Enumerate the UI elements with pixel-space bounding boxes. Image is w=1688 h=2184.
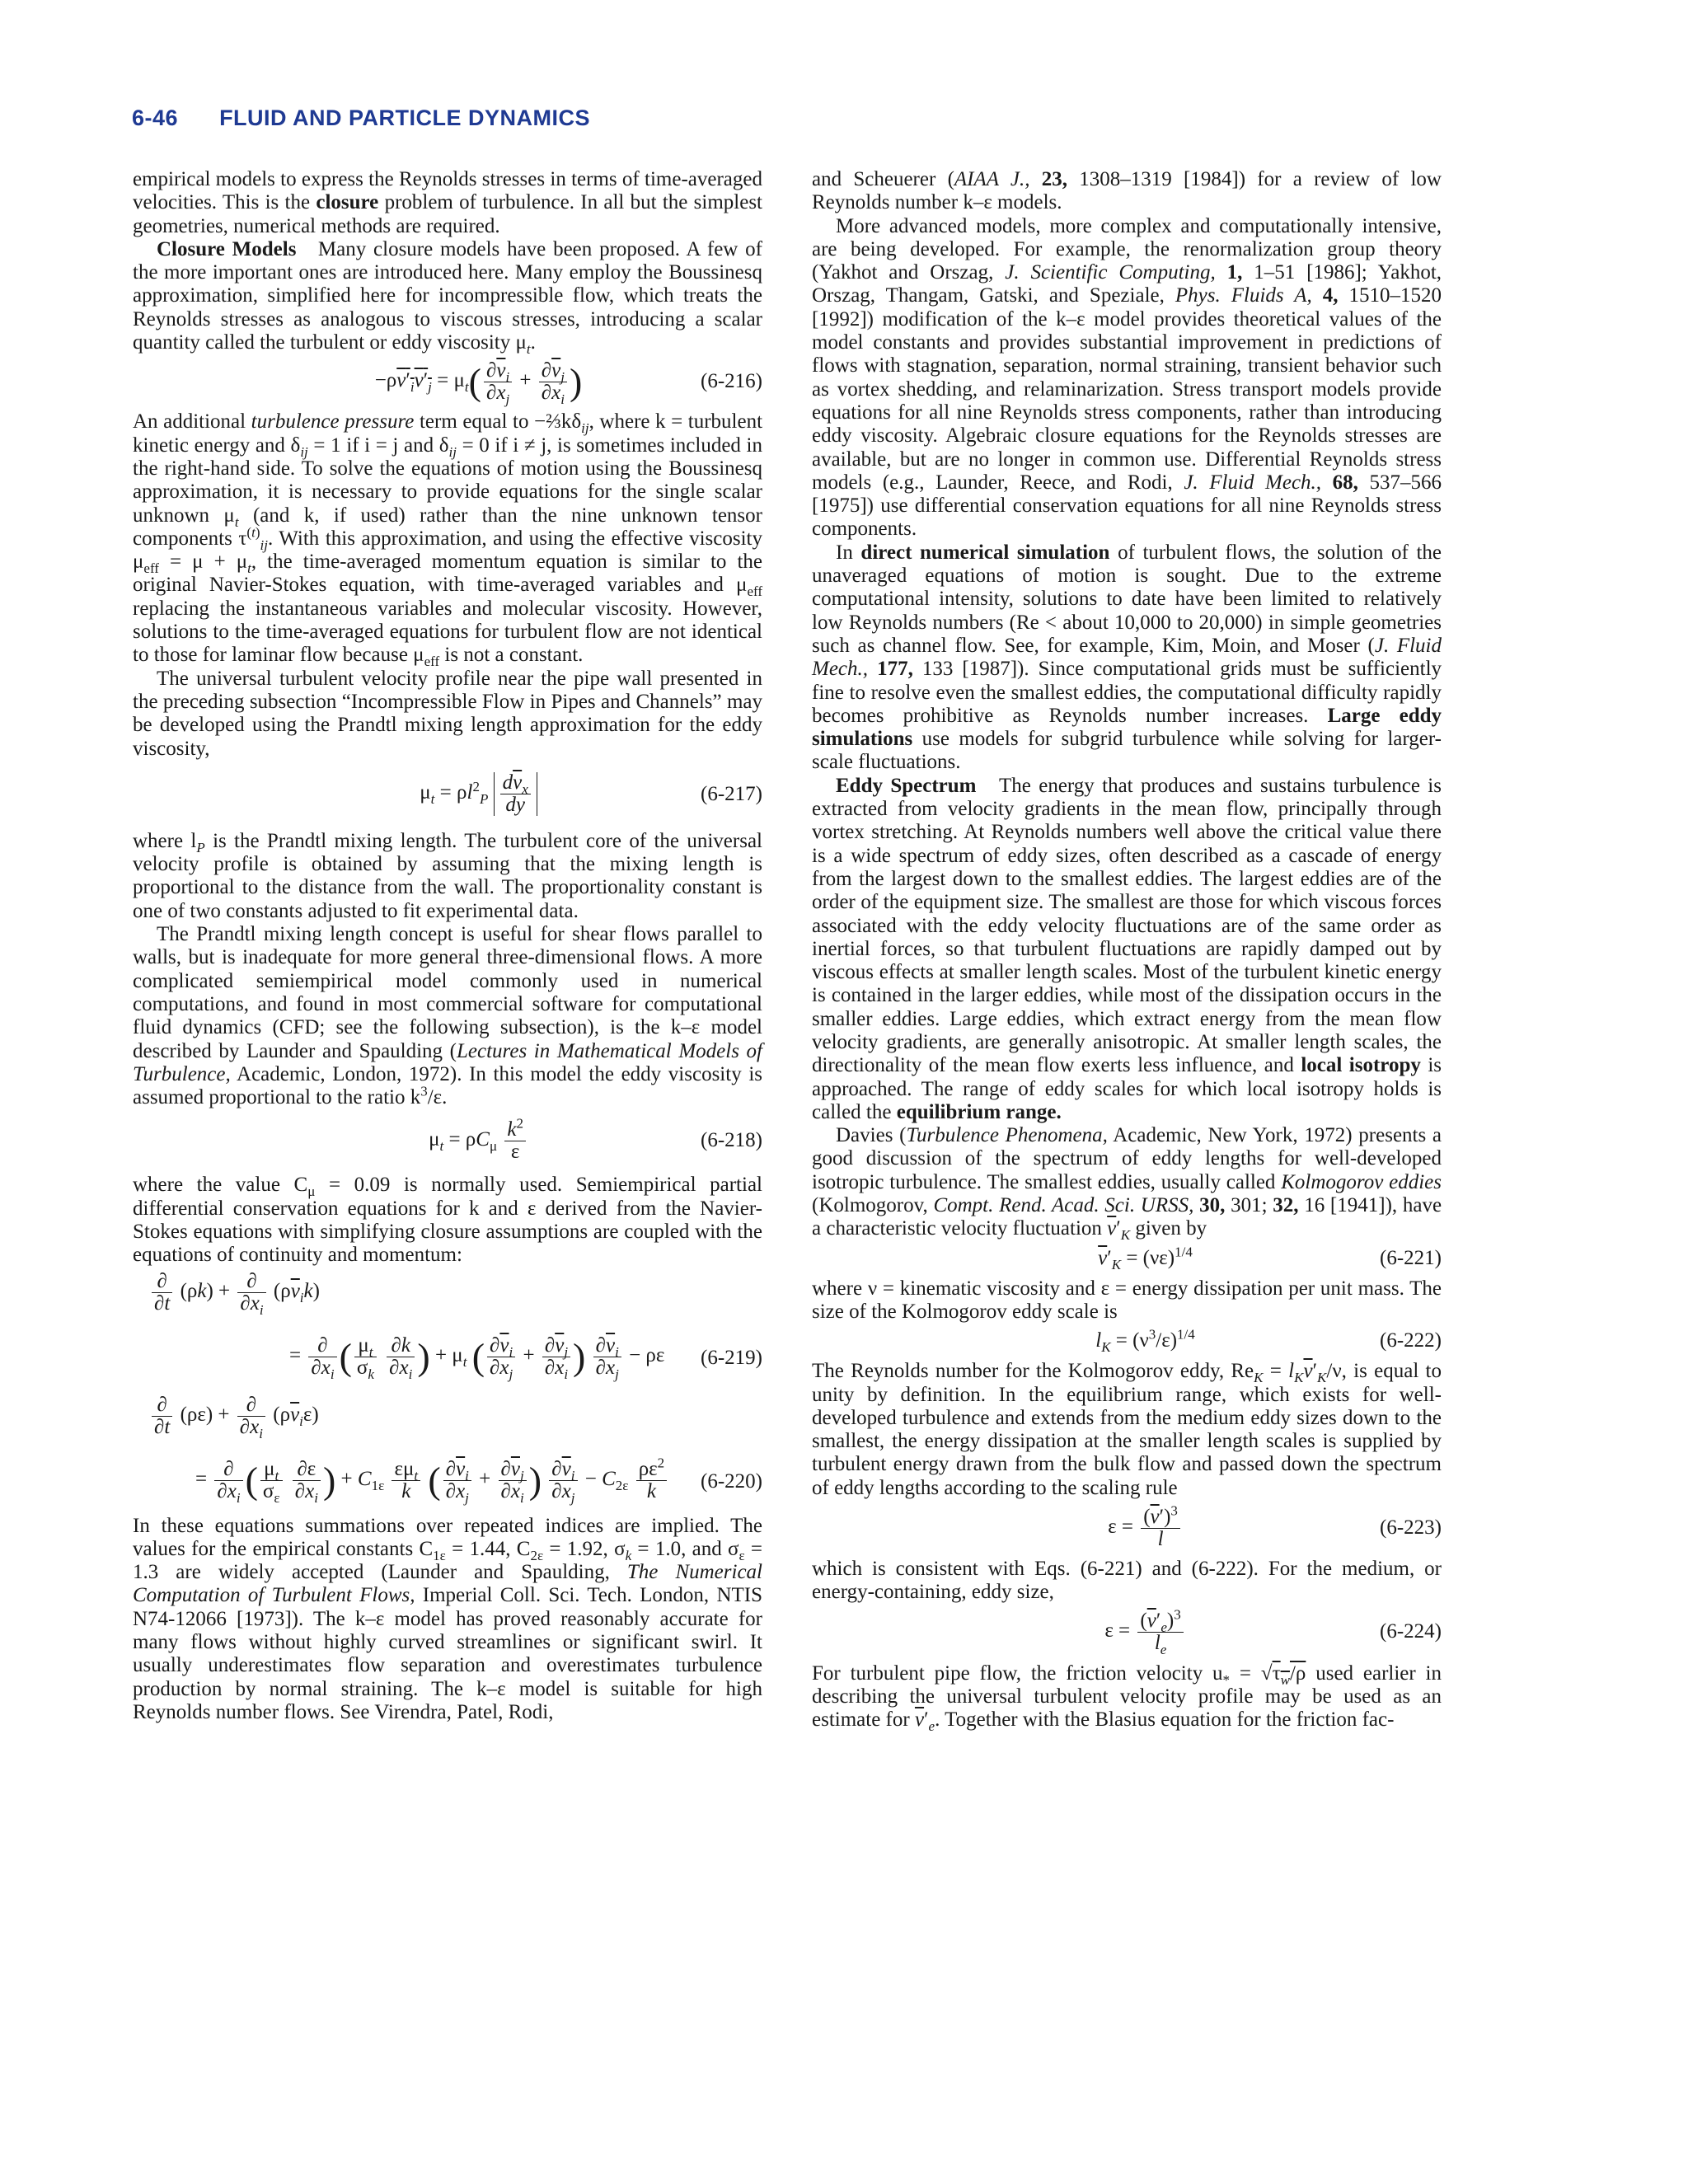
- paragraph: and Scheuerer (AIAA J., 23, 1308–1319 [1984]) for a review of low Reynolds number k–ε models.: [812, 168, 1442, 214]
- paragraph: where $l_P$ is the Prandtl mixing length. The turbulent core of the universal velocity profile is obtained by assuming that the mixing length is proportional to the distance from the wall. The proportionality constant is one of two constants adjusted to fit experimental data.: [133, 829, 762, 922]
- equation-6-222: $l_K = (\nu^3/\varepsilon)^{1/4}$ (6-222): [1095, 1326, 1442, 1356]
- paragraph-eddy-spectrum: Eddy Spectrum The energy that produces and sustains turbulence is extracted from velocity gradients in the mean flow, principally through vortex stretching. At Reynolds numbers well above the critical value there is a wide spectrum of eddy sizes, often described as a cascade of energy from the largest down to the smallest eddies. The largest eddies are of the order of the equipment size. The smallest are those for which viscous forces associated with the eddy velocity fluctuations are of the same order as inertial forces, so that turbulent fluctuations are rapidly damped out by viscous effects at smaller length scales. Most of the turbulent kinetic energy is contained in the larger eddies, while most of the dissipation occurs in the smaller eddies. Large eddies, which extract energy from the mean flow velocity gradients, are generally anisotropic. At smaller length scales, the directionality of the mean flow exerts less influence, and local isotropy is approached. The range of eddy scales for which local isotropy holds is called the equilibrium range.: [812, 774, 1442, 1123]
- equation-6-217: $\mu_t = \rho l^2_P$ $\frac{d\overline{v}_x}{dy}$ (6-217): [420, 771, 762, 817]
- right-column: [812, 168, 1442, 1735]
- equation-6-216: $-\rho v'_iv'_j = \mu_t$( $\frac{\partial\overline{v}_i}{\partial x_j}$ + $\frac{\partial\overline{v}_j}{\partial x_i}$ ) (6-216): [374, 359, 762, 407]
- equation-6-218: $\mu_t = \rho C_\mu$ $\frac{k^2}{\varepsilon}$ (6-218): [429, 1115, 762, 1163]
- paragraph: In these equations summations over repeated indices are implied. The values for the empirical constants $C_{1\varepsilon} = 1.44$, $C_{2\varepsilon} = 1.92$, $\sigma_k = 1.0$, and $\sigma_\varepsilon = 1.3$ are widely accepted (Launder and Spaulding, The Numerical Computation of Turbulent Flows, Imperial Coll. Sci. Tech. London, NTIS N74-12066 [1973]). The k–ε model has proved reasonably accurate for many flows without highly curved streamlines or significant swirl. It usually underestimates flow separation and overestimates turbulence production by normal straining. The k–ε model is suitable for high Reynolds number flows. See Virendra, Patel, Rodi,: [133, 1514, 763, 1723]
- equation-6-221: $\overline{v}'_K = (\nu\varepsilon)^{1/4}$ (6-221): [1098, 1244, 1442, 1272]
- eddy-spectrum-heading: Eddy Spectrum: [836, 774, 977, 797]
- equation-number: (6-224): [1380, 1620, 1442, 1643]
- section-title: FLUID AND PARTICLE DYNAMICS: [219, 105, 591, 130]
- paragraph: The Prandtl mixing length concept is useful for shear flows parallel to walls, but is inadequate for more general three-dimensional flows. A more complicated semiempirical model commonly used in numerical computations, and found in most commercial software for computational fluid dynamics (CFD; see the following subsection), is the k–ε model described by Launder and Spaulding (Lectures in Mathematical Models of Turbulence, Academic, London, 1972). In this model the eddy viscosity is assumed proportional to the ratio $k^3/\varepsilon$.: [133, 923, 762, 1109]
- paragraph-closure-models: Closure Models Many closure models have been proposed. A few of the more important ones are introduced here. Many employ the Boussinesq approximation, simplified here for incompressible flow, which treats the Reynolds stresses as analogous to viscous stresses, introducing a scalar quantity called the turbulent or eddy viscosity $\mu_t$.: [133, 237, 763, 358]
- paragraph: empirical models to express the Reynolds stresses in terms of time-averaged velocities. This is the closure problem of turbulence. In all but the simplest geometries, numerical methods are required.: [133, 168, 762, 237]
- page-number: 6-46: [132, 105, 179, 130]
- equation-number: (6-216): [701, 370, 762, 393]
- paragraph: The universal turbulent velocity profile near the pipe wall presented in the preceding subsection “Incompressible Flow in Pipes and Channels” may be developed using the Prandtl mixing length approximation for the eddy viscosity,: [133, 667, 762, 760]
- equation-6-219: $\frac{\partial}{\partial t}$ (ρk) + $\frac{\partial}{\partial x_i}$ $(\rho\overline{v}_ik)$ = $\frac{\partial}{\partial x_i}$ ( $\frac{\mu_t}{\sigma_k}$ $\frac{\partial k}{\partial x_i}$ ) + $\mu_t$ ( $\frac{\partial\overline{v}_i}{\partial x_j}$ + $\frac{\partial\overline{v}_j}{\partial x_i}$ ) $\frac{\partial\overline{v}_i}{\partial x_j}$ − ρε (6-219): [133, 1268, 762, 1391]
- paragraph: More advanced models, more complex and computationally intensive, are being developed. For example, the renormalization group theory (Yakhot and Orszag, J. Scientific Computing, 1, 1–51 [1986]; Yakhot, Orszag, Thangam, Gatski, and Speziale, Phys. Fluids A, 4, 1510–1520 [1992]) modification of the k–ε model provides theoretical values of the model constants and provides substantial improvement in predictions of flows with stagnation, separation, normal straining, transient behavior such as vortex shedding, and relaminarization. Stress transport models provide equations for all nine Reynolds stress components, rather than introducing eddy viscosity. Algebraic closure equations for the Reynolds stresses are available, but are no longer in common use. Differential Reynolds stress models (e.g., Launder, Reece, and Rodi, J. Fluid Mech., 68, 537–566 [1975]) use differential conservation equations for all nine Reynolds stress components.: [812, 214, 1442, 541]
- left-column: [133, 168, 762, 1724]
- running-header: [132, 105, 590, 131]
- paragraph: For turbulent pipe flow, the friction velocity $u_* = √\tau_w/\rho$ used earlier in describing the universal turbulent velocity profile may be used as an estimate for $\overline{v}'_e$. Together with the Blasius equation for the friction fac-: [812, 1661, 1442, 1735]
- equation-6-224: ε = $\frac{(\overline{v}'_e)^3}{l_e}$ (6-224): [1104, 1606, 1442, 1658]
- equation-number: (6-217): [701, 782, 762, 805]
- equation-number: (6-223): [1380, 1516, 1442, 1539]
- paragraph: where ν = kinematic viscosity and ε = energy dissipation per unit mass. The size of the Kolmogorov eddy scale is: [812, 1277, 1442, 1323]
- paragraph: Davies (Turbulence Phenomena, Academic, New York, 1972) presents a good discussion of the spectrum of eddy lengths for well-developed isotropic turbulence. The smallest eddies, usually called Kolmogorov eddies (Kolmogorov, Compt. Rend. Acad. Sci. URSS, 30, 301; 32, 16 [1941]), have a characteristic velocity fluctuation $\overline{v}'_K$ given by: [812, 1124, 1442, 1244]
- paragraph: The Reynolds number for the Kolmogorov eddy, $Re_K = l_K\overline{v}'_K/\nu$, is equal to unity by definition. In the equilibrium range, which exists for well-developed turbulence and extends from the medium eddy sizes down to the smallest, the energy dissipation at the smaller length scales is supplied by turbulent energy drawn from the bulk flow and passed down the spectrum of eddy lengths according to the scaling rule: [812, 1360, 1442, 1499]
- equation-6-223: ε = $\frac{(\overline{v}')^3}{l}$ (6-223): [1108, 1502, 1442, 1550]
- equation-6-220: $\frac{\partial}{\partial t}$ (ρε) + $\frac{\partial}{\partial x_i}$ $(\rho\overline{v}_i\varepsilon)$ = $\frac{\partial}{\partial x_i}$ ( $\frac{\mu_t}{\sigma_\varepsilon}$ $\frac{\partial\varepsilon}{\partial x_i}$ ) + $C_{1\varepsilon}$ $\frac{\varepsilon\mu_t}{k}$ ( $\frac{\partial\overline{v}_i}{\partial x_j}$ + $\frac{\partial\overline{v}_j}{\partial x_i}$ ) $\frac{\partial\overline{v}_i}{\partial x_j}$ − $C_{2\varepsilon}$ $\frac{\rho\varepsilon^2}{k}$ (6-220): [133, 1391, 762, 1515]
- paragraph: In direct numerical simulation of turbulent flows, the solution of the unaveraged equations of motion is sought. Due to the extreme computational intensity, solutions to date have been limited to relatively low Reynolds numbers (Re < about 10,000 to 20,000) in simple geometries such as channel flow. See, for example, Kim, Moin, and Moser (J. Fluid Mech., 177, 133 [1987]). Since computational grids must be sufficiently fine to resolve even the smallest eddies, the computational difficulty rapidly becomes prohibitive as Reynolds number increases. Large eddy simulations use models for subgrid turbulence while solving for larger-scale fluctuations.: [812, 541, 1442, 774]
- equation-number: (6-218): [701, 1129, 762, 1152]
- paragraph: where the value $C_\mu = 0.09$ is normally used. Semiempirical partial differential conservation equations for k and ε derived from the Navier-Stokes equations with simplifying closure assumptions are coupled with the equations of continuity and momentum:: [133, 1174, 762, 1267]
- equation-number: (6-220): [701, 1469, 762, 1493]
- closure-models-heading: Closure Models: [157, 237, 297, 260]
- equation-number: (6-221): [1380, 1246, 1442, 1269]
- equation-number: (6-219): [701, 1346, 762, 1369]
- paragraph: An additional turbulence pressure term equal to $-\frac{2}{3}k\delta_{ij}$, where k = turbulent kinetic energy and $\delta_{ij} = 1$ if i = j and $\delta_{ij} = 0$ if i ≠ j, is sometimes included in the right-hand side. To solve the equations of motion using the Boussinesq approximation, it is necessary to provide equations for the single scalar unknown $\mu_t$ (and k, if used) rather than the nine unknown tensor components $\tau^{(t)}_{ij}$. With this approximation, and using the effective viscosity $\mu_{eff} = \mu + \mu_t$, the time-averaged momentum equation is similar to the original Navier-Stokes equation, with time-averaged variables and $\mu_{eff}$ replacing the instantaneous variables and molecular viscosity. However, solutions to the time-averaged equations for turbulent flow are not identical to those for laminar flow because $\mu_{eff}$ is not a constant.: [133, 410, 763, 670]
- equation-number: (6-222): [1380, 1329, 1442, 1352]
- paragraph: which is consistent with Eqs. (6-221) and (6-222). For the medium, or energy-containing, eddy size,: [812, 1558, 1442, 1604]
